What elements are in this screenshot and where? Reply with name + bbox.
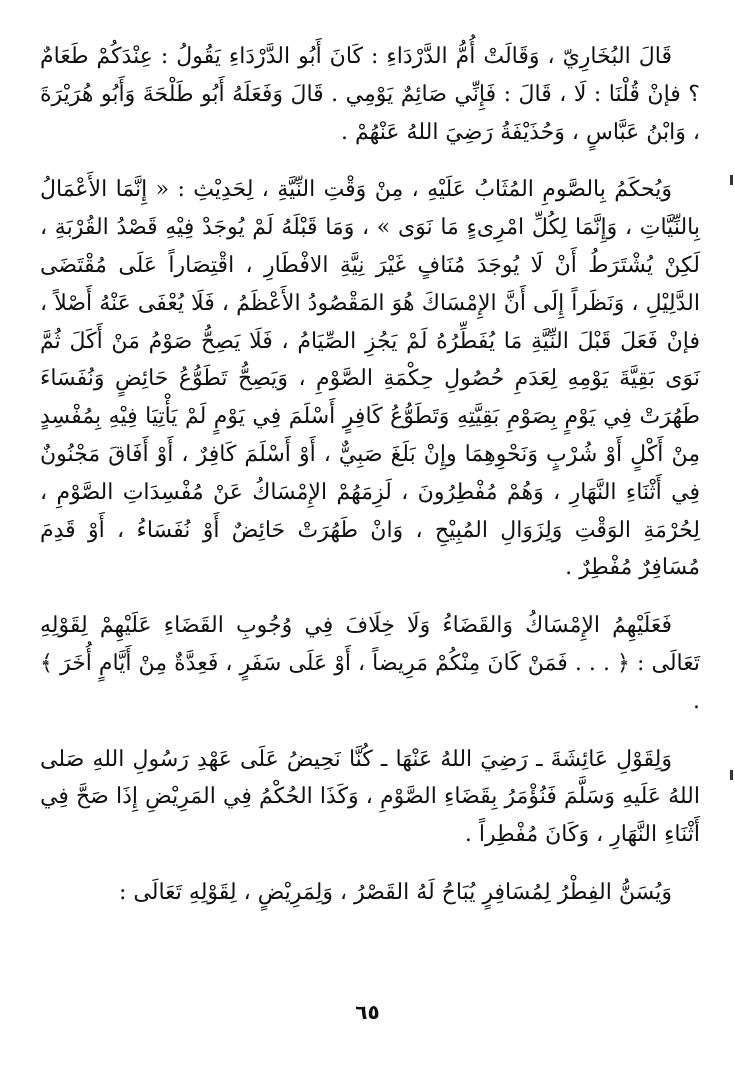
paragraph-3: فَعَلَيْهِمُ الإِمْسَاكُ وَالقَضَاءُ وَلَا خِلَافَ فِي وُجُوبِ القَضَاءِ عَلَيْهِمْ لِقَوْلِهِ تَعَالَى : ﴿ . . . فَمَنْ كَانَ مِنْكُمْ مَرِيضاً ، أَوْ عَلَى سَفَرٍ ، فَعِدَّةٌ مِنْ أَيَّامٍ أُخَرَ ﴾ .	[40, 613, 700, 714]
paragraph-5: وَيُسَنُّ الفِطْرُ لِمُسَافِرٍ يُبَاحُ لَهُ القَصْرُ ، وَلِمَرِيْضٍ ، لِقَوْلِهِ تَعَالَى :	[119, 879, 672, 905]
paragraph-2: وَيُحكَمُ بِالصَّومِ المُثَابُ عَلَيْهِ ، مِنْ وَقْتِ النِّيَّةِ ، لِحَدِيْثِ : « إِنَّمَا الأَعْمَالُ بِالنِّيَّاتِ ، وَإِنَّمَا لِكُلِّ امْرِىءٍ مَا نَوَى » ، وَمَا قَبْلَهُ لَمْ يُوجَدْ فِيْهِ قَصْدُ القُرْبَةِ ، لَكِنْ يُشْتَرَطُ أَنْ لَا يُوجَدَ مُنَافٍ غَيْرَ نِيَّةِ الافْطَارِ ، اقْتِصَاراً عَلَى مُقْتَضَى الدَّلِيْلِ ، وَنَظَراً إِلَى أَنَّ الإِمْسَاكَ هُوَ المَقْصُودُ الأَعْظَمُ ، فَلَا يُعْفَى عَنْهُ أَصْلاً ، فإنْ فَعَلَ قَبْلَ النِّيَّةِ مَا يُفَطِّرُهُ لَمْ يَجُزِ الصِّيَامُ ، فَلَا يَصِحُّ صَوْمُ مَنْ أَكَلَ ثُمَّ نَوَى بَقِيَّةَ يَوْمِهِ لِعَدَمِ حُصُولِ حِكْمَةِ الصَّوْمِ ، وَيَصِحُّ تَطَوُّعُ حَائِضٍ وَنُفَسَاءَ طَهُرَتْ فِي يَوْمٍ بِصَوْمِ بَقِيَّتِهِ وَتَطَوُّعُ كَافِرٍ أَسْلَمَ فِي يَوْمٍ لَمْ يَأْتِيَا فِيْهِ بِمُفْسِدٍ مِنْ أَكْلٍ أَوْ شُرْبٍ وَنَحْوِهِمَا وإِنْ بَلَغَ صَبِيٌّ ، أَوْ أَسْلَمَ كَافِرٌ ، أَوْ أَفَاقَ مَجْنُونٌ فِي أَثْنَاءِ النَّهَارِ ، وَهُمْ مُفْطِرُونَ ، لَزِمَهُمْ الإِمْسَاكُ عَنْ مُفْسِدَاتِ الصَّوْمِ ، لِحُرْمَةِ الوَقْتِ وَلِزَوَالِ المُبِيْحِ ، وَانْ طَهُرَتْ حَائِضٌ أَوْ نُفَسَاءُ ، أَوْ قَدِمَ مُسَافِرٌ مُفْطِرٌ .	[40, 177, 700, 581]
page-number: ٦٥	[355, 1000, 380, 1024]
scan-edge-mark	[730, 175, 733, 185]
page-body	[40, 38, 700, 1048]
paragraph-1: قَالَ البُخَارِيّ ، وَقَالَتْ أُمُّ الدَّرْدَاءِ : كَانَ أَبُو الدَّرْدَاءِ يَقُولُ : عِنْدَكُمْ طَعَامٌ ؟ فإنْ قُلْنَا : لَا ، قَالَ : فَإِنِّي صَائِمٌ يَوْمِي . قَالَ وَفَعَلَهُ أَبُو طَلْحَةَ وَأَبُو هُرَيْرَةَ ، وَابْنُ عَبَّاسٍ ، وَحُذَيْفَةُ رَضِيَ اللهُ عَنْهُمْ .	[40, 44, 700, 145]
paragraph-4: وَلِقَوْلِ عَائِشَةَ ـ رَضِيَ اللهُ عَنْهَا ـ كُنَّا نَحِيضُ عَلَى عَهْدِ رَسُولِ اللهِ صَلى اللهُ عَلَيهِ وَسَلَّمَ فَنُؤْمَرُ بِقَضَاءِ الصَّوْمِ ، وَكَذَا الحُكْمُ فِي المَرِيْضِ إِذَا صَحَّ فِي أَثْنَاءِ النَّهَارِ ، وَكَانَ مُفْطِراً .	[40, 746, 700, 848]
scan-edge-mark	[730, 770, 733, 780]
